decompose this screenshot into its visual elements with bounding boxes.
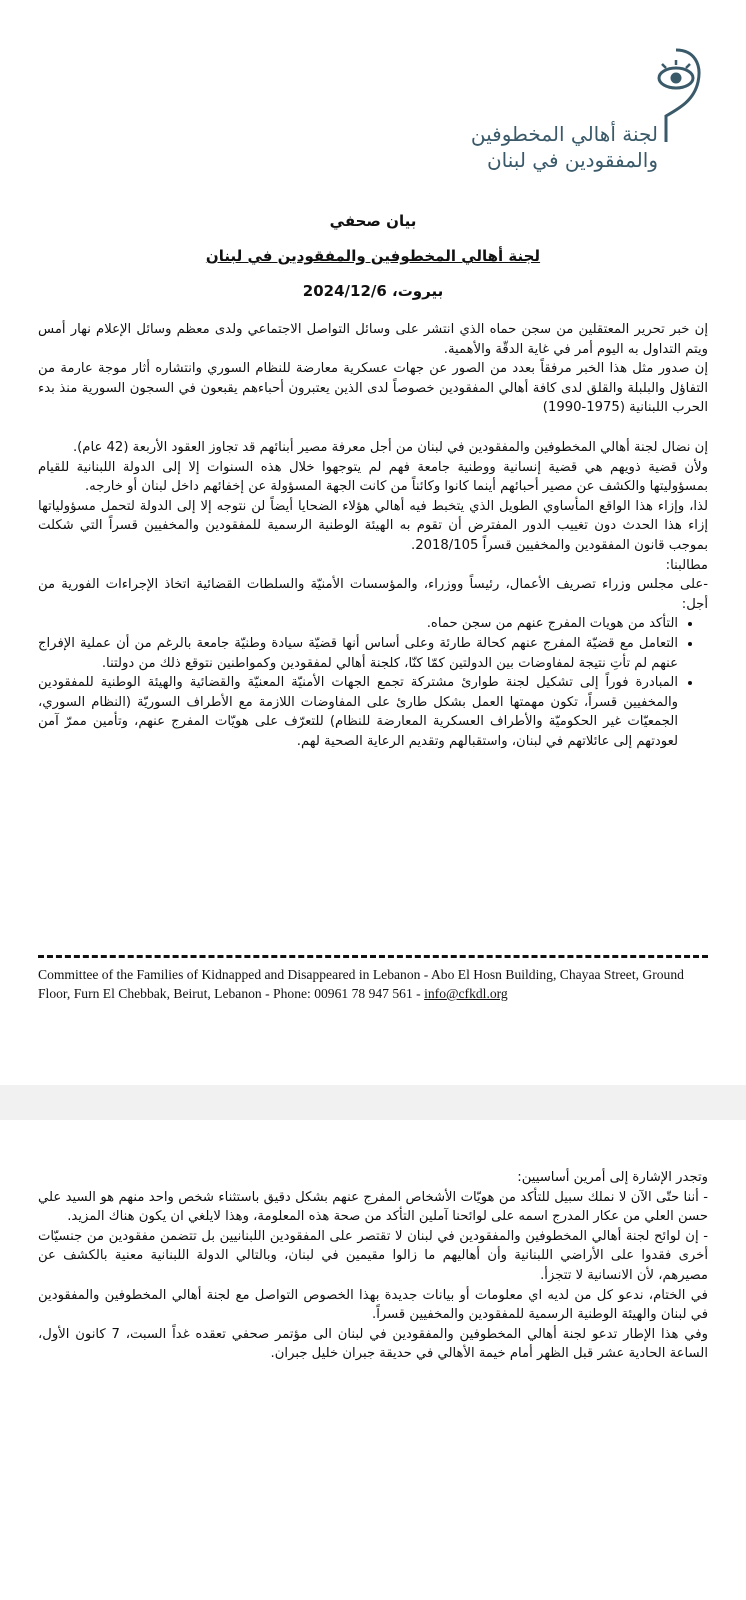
paragraph: -على مجلس وزراء تصريف الأعمال، رئيساً ووزراء، والمؤسسات الأمنيّة والسلطات القضائية اتخاذ الإجراءات الفورية من أجل: <box>38 577 708 612</box>
statement-continuation <box>38 1168 708 1364</box>
paragraph: إن صدور مثل هذا الخبر مرفقاً بعدد من الصور عن جهات عسكرية معارضة للنظام السوري وانتشاره أثار موجة عارمة من التفاؤل والبلبلة والقلق لدى كافة أهالي المفقودين خصوصاً لدى الذين يعتبرون أحباءهم يقبعون في السجون السورية منذ بدء الحرب اللبنانية (1975-1990) <box>38 361 708 416</box>
page-separator <box>0 1085 746 1120</box>
paragraph: في الختام، ندعو كل من لديه اي معلومات أو بيانات جديدة بهذا الخصوص التواصل مع لجنة أهالي المخطوفين والمفقودين في لبنان والهيئة الوطنية الرسمية للمفقودين والمخفيين قسراً. <box>38 1287 708 1323</box>
paragraph: لذا، وإزاء هذا الواقع المأساوي الطويل الذي يتخبط فيه أهالي هؤلاء الضحايا أيضاً لن نتوجه إلا إلى الدولة لتحمل مسؤولياتها إزاء هذا الحدث دون تغييب الدور المفترض أن تقوم به الهيئة الوطنية الرسمية للمفقودين والمخفيين قسراً التي شكلت بموجب قانون المفقودين والمخفيين قسراً 2018/105. <box>38 498 708 553</box>
paragraph: - إن لوائح لجنة أهالي المخطوفين والمفقودين في لبنان لا تقتصر على المفقودين اللبنانيين بل تتضمن مفقودين من جنسيّات أخرى فقدوا على الأراضي اللبنانية وأن أهاليهم ما زالوا مقيمين في لبنان، وبالتالي الدولة اللبنانية معنية بالكشف عن مصيرهم، لأن الانسانية لا تتجزأ. <box>38 1228 708 1283</box>
paragraph: - أننا حتّى الآن لا نملك سبيل للتأكد من هويّات الأشخاص المفرج عنهم بشكل دقيق باستثناء شخص واحد منهم هو السيد علي حسن العلي من عكار المدرج اسمه على لوائحنا آملين التأكد من صحة هذه المعلومة، وهذا لايلغي ان يكون هناك المزيد. <box>38 1189 708 1225</box>
paragraph: إن نضال لجنة أهالي المخطوفين والمفقودين في لبنان من أجل معرفة مصير أبنائهم قد تجاوز العقود الأربعة (42 عام). <box>72 439 708 455</box>
committee-logo <box>466 42 706 182</box>
place-date: بيروت، 2024/12/6 <box>302 282 444 300</box>
logo-line-2: والمفقودين في لبنان <box>486 148 658 172</box>
logo-line-1: لجنة أهالي المخطوفين <box>470 122 658 146</box>
email-link[interactable]: info@cfkdl.org <box>424 986 508 1001</box>
footer-address: Committee of the Families of Kidnapped and Disappeared in Lebanon - Abo El Hosn Building, Chayaa Street, Ground Floor, Furn El Chebbak, Beirut, Lebanon - Phone: 00961 78 947 561 - <box>38 967 684 1001</box>
list-item: • التعامل مع قضيّة المفرج عنهم كحالة طارئة وعلى أساس أنها قضيّة سيادة وطنيّة جامعة بالرغم من أن عملية الإفراج عنهم لم تأتِ نتيجة لمفاوضات بين الدولتين كمّا كنّا، كلجنة أهالي لمفقودين وكمواطنين نتوقع ذلك من دولتنا. <box>38 634 678 673</box>
press-release-title: بيان صحفي <box>329 212 417 230</box>
demands-list <box>38 614 708 751</box>
statement-body <box>38 320 708 751</box>
organization-name: لجنة أهالي المخطوفين والمفقودين في لبنان <box>205 247 541 265</box>
paragraph: وتجدر الإشارة إلى أمرين أساسيين: <box>517 1170 708 1185</box>
paragraph: إن خبر تحرير المعتقلين من سجن حماه الذي انتشر على وسائل التواصل الاجتماعي ولدى معظم وسائل الإعلام نهار أمس ويتم التداول به اليوم أمر في غاية الدقّة والأهمية. <box>38 322 708 357</box>
list-item: • المبادرة فوراً إلى تشكيل لجنة طوارئ مشتركة تجمع الجهات الأمنيّة المعنيّة والقضائية والهيئة الوطنية للمفقودين والمخفيين قسراً، تكون مهمتها العمل بشكل طارئ على المفاوضات اللازمة مع الأطراف السوريّة (النظام السوري، الجمعيّات غير الحكوميّة والأطراف العسكرية المعارضة للنظام) للتعرّف على هويّات المفرج عنهم، وتأمين ممرّ آمن لعودتهم إلى عائلاتهم في لبنان، واستقبالهم وتقديم الرعاية الصحية لهم. <box>38 673 678 751</box>
paragraph: ولأن قضية ذويهم هي قضية إنسانية ووطنية جامعة فهم لم يتوجهوا خلال هذه السنوات إلا إلى الدولة اللبنانية للقيام بمسؤوليتها والكشف عن مصير أحبائهم أينما كانوا وكائناً من كانت الجهة المسؤولة عن إخفائهم داخل لبنان أو خارجه. <box>38 459 708 495</box>
footer-contact <box>38 965 708 1003</box>
paragraph: وفي هذا الإطار تدعو لجنة أهالي المخطوفين والمفقودين في لبنان الى مؤتمر صحفي تعقده غداً السبت، 7 كانون الأول، الساعة الحادية عشر قبل الظهر أمام خيمة الأهالي في حديقة جبران خليل جبران. <box>38 1326 708 1362</box>
footer-divider <box>38 955 708 958</box>
list-item: • التأكد من هويات المفرج عنهم من سجن حماه. <box>38 614 678 634</box>
demands-label: مطالبنا: <box>665 557 708 573</box>
